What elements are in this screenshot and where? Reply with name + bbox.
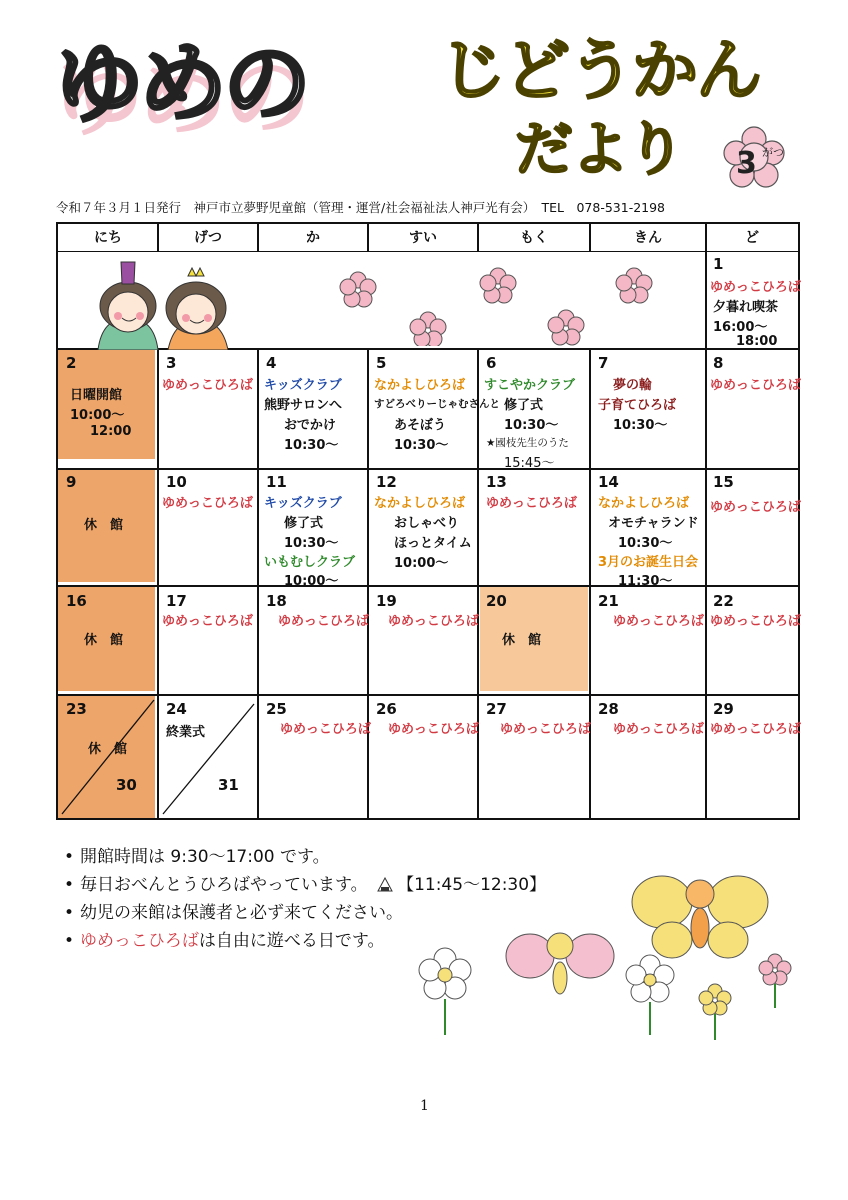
weekday-tue: か bbox=[258, 224, 368, 252]
day-4: 4 bbox=[266, 354, 277, 372]
note-hours: • 開館時間は 9:30～17:00 です。 bbox=[64, 847, 330, 867]
note-guardian-text: 幼児の来館は保護者と必ず来てください。 bbox=[80, 903, 404, 923]
event-12-talk: おしゃべり bbox=[394, 516, 460, 531]
event-23-closed: 休 館 bbox=[88, 742, 128, 757]
event-1-time-end: 18:00 bbox=[736, 334, 778, 349]
day-23: 23 bbox=[66, 700, 87, 718]
calendar bbox=[56, 222, 800, 820]
page-number: 1 bbox=[420, 1098, 429, 1114]
day-2: 2 bbox=[66, 354, 77, 372]
day-5: 5 bbox=[376, 354, 387, 372]
title-main: ゆめの bbox=[55, 32, 308, 135]
event-26-yumekko: ゆめっこひろば bbox=[388, 722, 479, 737]
weekday-sun: にち bbox=[58, 224, 158, 252]
event-14-time: 10:30～ bbox=[618, 536, 673, 551]
weekday-sat: ど bbox=[706, 224, 798, 252]
event-7-kosodate: 子育てひろば bbox=[598, 398, 677, 413]
event-16-closed: 休 館 bbox=[84, 633, 124, 648]
weekday-wed: すい bbox=[368, 224, 478, 252]
event-11-time: 10:30～ bbox=[284, 536, 339, 551]
event-5-time: 10:30～ bbox=[394, 438, 449, 453]
hina-dolls-illustration bbox=[88, 258, 228, 350]
event-13-yumekko: ゆめっこひろば bbox=[486, 496, 577, 511]
note-hours-text: 開館時間は 9:30～17:00 です。 bbox=[80, 847, 330, 867]
day-19: 19 bbox=[376, 592, 397, 610]
day-17: 17 bbox=[166, 592, 187, 610]
event-10-yumekko: ゆめっこひろば bbox=[162, 496, 253, 511]
event-17-yumekko: ゆめっこひろば bbox=[162, 614, 253, 629]
event-6-song: ★國枝先生のうた bbox=[486, 437, 569, 449]
event-27-yumekko: ゆめっこひろば bbox=[500, 722, 591, 737]
day-14: 14 bbox=[598, 473, 619, 491]
day-25: 25 bbox=[266, 700, 287, 718]
event-2-title: 日曜開館 bbox=[70, 388, 123, 403]
event-1-title: 夕暮れ喫茶 bbox=[713, 300, 779, 315]
butterflies-flowers-illustration bbox=[400, 850, 800, 1040]
title-sub-2: だより bbox=[515, 115, 684, 183]
event-14-birthday: 3月のお誕生日会 bbox=[598, 555, 699, 570]
event-4-salon: 熊野サロンへ bbox=[264, 398, 343, 413]
day-29: 29 bbox=[713, 700, 734, 718]
event-2-time-end: 12:00 bbox=[90, 424, 132, 439]
day-24: 24 bbox=[166, 700, 187, 718]
day-7: 7 bbox=[598, 354, 609, 372]
event-12-hot: ほっとタイム bbox=[394, 536, 472, 551]
event-1-time-start: 16:00～ bbox=[713, 320, 768, 335]
event-25-yumekko: ゆめっこひろば bbox=[280, 722, 371, 737]
note-lunch: • 毎日おべんとうひろばやっています。 【11:45～12:30】 bbox=[64, 875, 547, 895]
event-19-yumekko: ゆめっこひろば bbox=[388, 614, 479, 629]
day-6: 6 bbox=[486, 354, 497, 372]
event-6-time: 10:30～ bbox=[504, 418, 559, 433]
day-15: 15 bbox=[713, 473, 734, 491]
note-free-play: • ゆめっこひろばは自由に遊べる日です。 bbox=[64, 931, 385, 951]
event-18-yumekko: ゆめっこひろば bbox=[278, 614, 369, 629]
event-6-sukoyaka: すこやかクラブ bbox=[484, 378, 576, 393]
day-21: 21 bbox=[598, 592, 619, 610]
event-29-yumekko: ゆめっこひろば bbox=[710, 722, 801, 737]
event-28-yumekko: ゆめっこひろば bbox=[613, 722, 704, 737]
event-1-yumekko: ゆめっこひろば bbox=[710, 280, 801, 295]
title-sub-1: じどうかん bbox=[440, 32, 760, 109]
note-lunch-time: 【11:45～12:30】 bbox=[397, 875, 547, 895]
day-1: 1 bbox=[713, 255, 724, 273]
event-24-closing: 終業式 bbox=[166, 725, 206, 740]
month-suffix: がつ bbox=[762, 146, 784, 159]
event-11-kids: キッズクラブ bbox=[264, 496, 342, 511]
day-18: 18 bbox=[266, 592, 287, 610]
note-free-play-text: は自由に遊べる日です。 bbox=[198, 931, 385, 951]
day-31: 31 bbox=[218, 776, 239, 794]
weekday-fri: きん bbox=[590, 224, 706, 252]
event-7-time: 10:30～ bbox=[613, 418, 668, 433]
event-21-yumekko: ゆめっこひろば bbox=[613, 614, 704, 629]
day-13: 13 bbox=[486, 473, 507, 491]
day-28: 28 bbox=[598, 700, 619, 718]
event-11-imomushi: いもむしクラブ bbox=[264, 555, 356, 570]
event-5-strawberry: すどろべりーじゃむさんと bbox=[374, 398, 500, 410]
month-number: 3 bbox=[736, 146, 757, 181]
weekday-thu: もく bbox=[478, 224, 590, 252]
day-10: 10 bbox=[166, 473, 187, 491]
event-14-toyland: オモチャランド bbox=[608, 516, 699, 531]
weekday-mon: げつ bbox=[158, 224, 258, 252]
day-9: 9 bbox=[66, 473, 77, 491]
event-14-nakayoshi: なかよしひろば bbox=[598, 496, 690, 511]
day-16: 16 bbox=[66, 592, 87, 610]
event-20-closed: 休 館 bbox=[502, 633, 542, 648]
event-11-time2: 10:00～ bbox=[284, 574, 339, 589]
note-lunch-text: 毎日おべんとうひろばやっています。 bbox=[80, 875, 368, 895]
day-30: 30 bbox=[116, 776, 137, 794]
event-4-outing: おでかけ bbox=[284, 418, 336, 433]
note-guardian: • 幼児の来館は保護者と必ず来てください。 bbox=[64, 903, 404, 923]
event-14-time2: 11:30～ bbox=[618, 574, 673, 589]
event-3-yumekko: ゆめっこひろば bbox=[162, 378, 253, 393]
event-4-time: 10:30～ bbox=[284, 438, 339, 453]
event-15-yumekko: ゆめっこひろば bbox=[710, 500, 801, 515]
event-6-completion: 修了式 bbox=[504, 398, 544, 413]
event-4-kids: キッズクラブ bbox=[264, 378, 342, 393]
day-22: 22 bbox=[713, 592, 734, 610]
event-2-time-start: 10:00～ bbox=[70, 408, 125, 423]
event-6-song-time: 15:45～ bbox=[504, 456, 555, 471]
note-free-play-highlight: ゆめっこひろば bbox=[80, 931, 199, 951]
day-12: 12 bbox=[376, 473, 397, 491]
day-3: 3 bbox=[166, 354, 177, 372]
event-8-yumekko: ゆめっこひろば bbox=[710, 378, 801, 393]
event-12-nakayoshi: なかよしひろば bbox=[374, 496, 466, 511]
day-20: 20 bbox=[486, 592, 507, 610]
event-7-yumenowa: 夢の輪 bbox=[613, 378, 653, 393]
day-27: 27 bbox=[486, 700, 507, 718]
event-22-yumekko: ゆめっこひろば bbox=[710, 614, 801, 629]
event-9-closed: 休 館 bbox=[84, 518, 124, 533]
issue-line: 令和７年３月１日発行 神戸市立夢野児童館（管理・運営/社会福祉法人神戸光有会） TEL 078-531-2198 bbox=[56, 200, 666, 215]
event-12-time: 10:00～ bbox=[394, 556, 449, 571]
plum-blossoms-illustration bbox=[328, 260, 678, 346]
day-8: 8 bbox=[713, 354, 724, 372]
day-11: 11 bbox=[266, 473, 287, 491]
event-5-nakayoshi: なかよしひろば bbox=[374, 378, 466, 393]
event-11-completion: 修了式 bbox=[284, 516, 324, 531]
onigiri-icon bbox=[377, 877, 393, 893]
event-5-play: あそぼう bbox=[394, 418, 447, 433]
day-26: 26 bbox=[376, 700, 397, 718]
